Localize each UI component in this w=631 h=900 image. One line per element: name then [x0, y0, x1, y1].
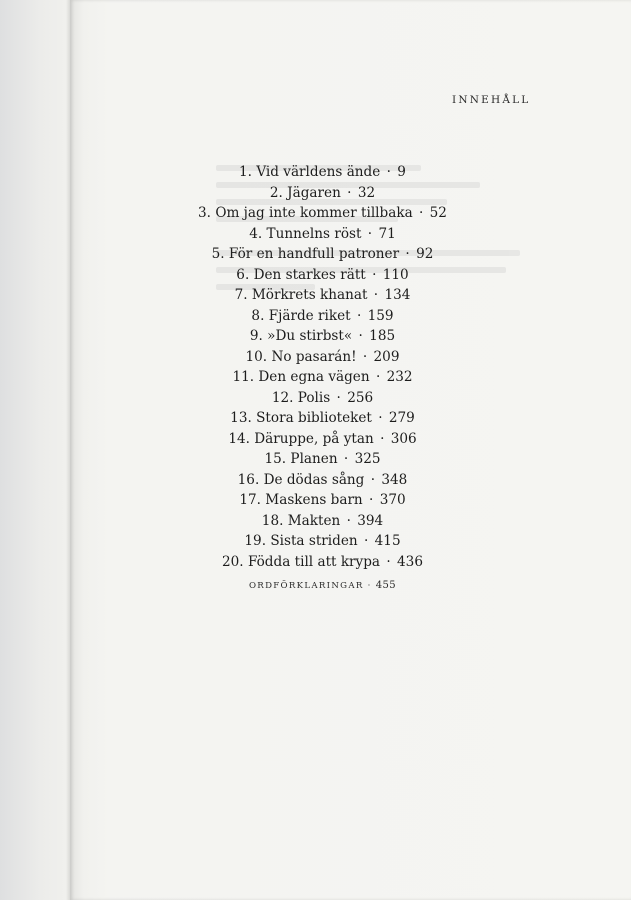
toc-entry	[135, 449, 510, 470]
toc-entry	[135, 162, 510, 183]
chapter-page-number: 232	[386, 369, 413, 385]
toc-entry	[135, 490, 510, 511]
toc-entry	[135, 388, 510, 409]
chapter-title: 17. Maskens barn	[239, 492, 363, 508]
chapter-page-number: 348	[381, 471, 408, 488]
page-separator: ·	[373, 287, 379, 303]
toc-entry	[135, 552, 510, 573]
chapter-title: 13. Stora biblioteket	[230, 410, 372, 426]
chapter-page-number: 110	[382, 266, 409, 283]
chapter-page-number: 306	[390, 430, 417, 447]
chapter-title: 9. »Du stirbst«	[249, 328, 353, 344]
chapter-title: 4. Tunnelns röst	[249, 225, 362, 242]
toc-entry	[135, 326, 510, 347]
toc-entry	[135, 183, 510, 204]
chapter-page-number: 185	[369, 328, 396, 344]
chapter-page-number: 415	[374, 533, 401, 549]
page-separator: ·	[343, 451, 349, 467]
chapter-page-number: 32	[357, 184, 376, 201]
chapter-page-number: 394	[357, 512, 384, 529]
toc-entry	[135, 429, 510, 450]
chapter-page-number: 159	[367, 307, 394, 324]
toc-entry	[135, 511, 510, 532]
chapter-page-number: 436	[397, 553, 423, 570]
toc-entry	[135, 306, 510, 327]
page-separator: ·	[356, 307, 362, 324]
toc-entry	[135, 203, 510, 224]
page-separator: ·	[372, 266, 377, 283]
page-separator: ·	[380, 430, 385, 447]
toc-entry	[135, 285, 510, 306]
page-separator: ·	[358, 328, 363, 344]
appendix-label: ORDFÖRKLARINGAR	[248, 581, 364, 591]
chapter-page-number: 71	[378, 225, 396, 242]
page-separator: ·	[419, 205, 424, 221]
chapter-title: 3. Om jag inte kommer tillbaka	[198, 205, 413, 221]
chapter-page-number: 134	[384, 287, 411, 303]
chapter-title: 19. Sista striden	[244, 533, 358, 549]
chapter-page-number: 370	[379, 492, 406, 508]
chapter-title: 2. Jägaren	[269, 184, 341, 201]
chapter-title: 11. Den egna vägen	[232, 369, 370, 385]
table-of-contents	[135, 162, 510, 572]
chapter-title: 15. Planen	[264, 451, 338, 467]
chapter-page-number: 52	[429, 205, 447, 221]
page-separator: ·	[386, 164, 391, 180]
chapter-page-number: 209	[373, 348, 400, 365]
chapter-page-number: 279	[388, 410, 415, 426]
page-separator: ·	[363, 533, 369, 549]
toc-entry	[135, 347, 510, 368]
page-separator: ·	[369, 492, 374, 508]
chapter-title: 5. För en handfull patroner	[211, 246, 400, 262]
chapter-title: 1. Vid världens ände	[239, 164, 381, 180]
page-separator: ·	[378, 410, 383, 426]
toc-entry	[135, 224, 510, 245]
toc-entry	[135, 244, 510, 265]
toc-appendix-entry	[135, 580, 510, 591]
toc-entry	[135, 408, 510, 429]
toc-heading: INNEHÅLL	[452, 94, 531, 106]
page-separator: ·	[370, 471, 376, 488]
page-separator: ·	[405, 246, 410, 262]
chapter-title: 12. Polis	[271, 389, 331, 406]
chapter-title: 20. Födda till att krypa	[222, 553, 381, 570]
chapter-title: 7. Mörkrets khanat	[234, 287, 368, 303]
toc-entry	[135, 265, 510, 286]
page-separator: ·	[346, 512, 351, 529]
page-separator: ·	[367, 225, 373, 242]
page-separator: ·	[386, 553, 391, 570]
page-separator: ·	[347, 184, 352, 201]
page-separator: ·	[375, 369, 381, 385]
chapter-title: 18. Makten	[261, 512, 341, 529]
chapter-title: 10. No pasarán!	[245, 348, 357, 365]
appendix-separator: ·	[367, 581, 372, 591]
page-separator: ·	[362, 348, 368, 365]
toc-entry	[135, 470, 510, 491]
chapter-page-number: 9	[397, 164, 406, 180]
toc-entry	[135, 367, 510, 388]
chapter-title: 14. Däruppe, på ytan	[228, 430, 374, 447]
adjacent-book-edge	[0, 0, 70, 900]
page-separator: ·	[336, 389, 341, 406]
chapter-page-number: 92	[416, 246, 434, 262]
chapter-title: 8. Fjärde riket	[251, 307, 351, 324]
chapter-page-number: 256	[347, 389, 374, 406]
chapter-title: 16. De dödas sång	[237, 471, 365, 488]
toc-entry	[135, 531, 510, 552]
chapter-page-number: 325	[354, 451, 381, 467]
chapter-title: 6. Den starkes rätt	[236, 266, 366, 283]
appendix-page-number: 455	[375, 580, 397, 591]
